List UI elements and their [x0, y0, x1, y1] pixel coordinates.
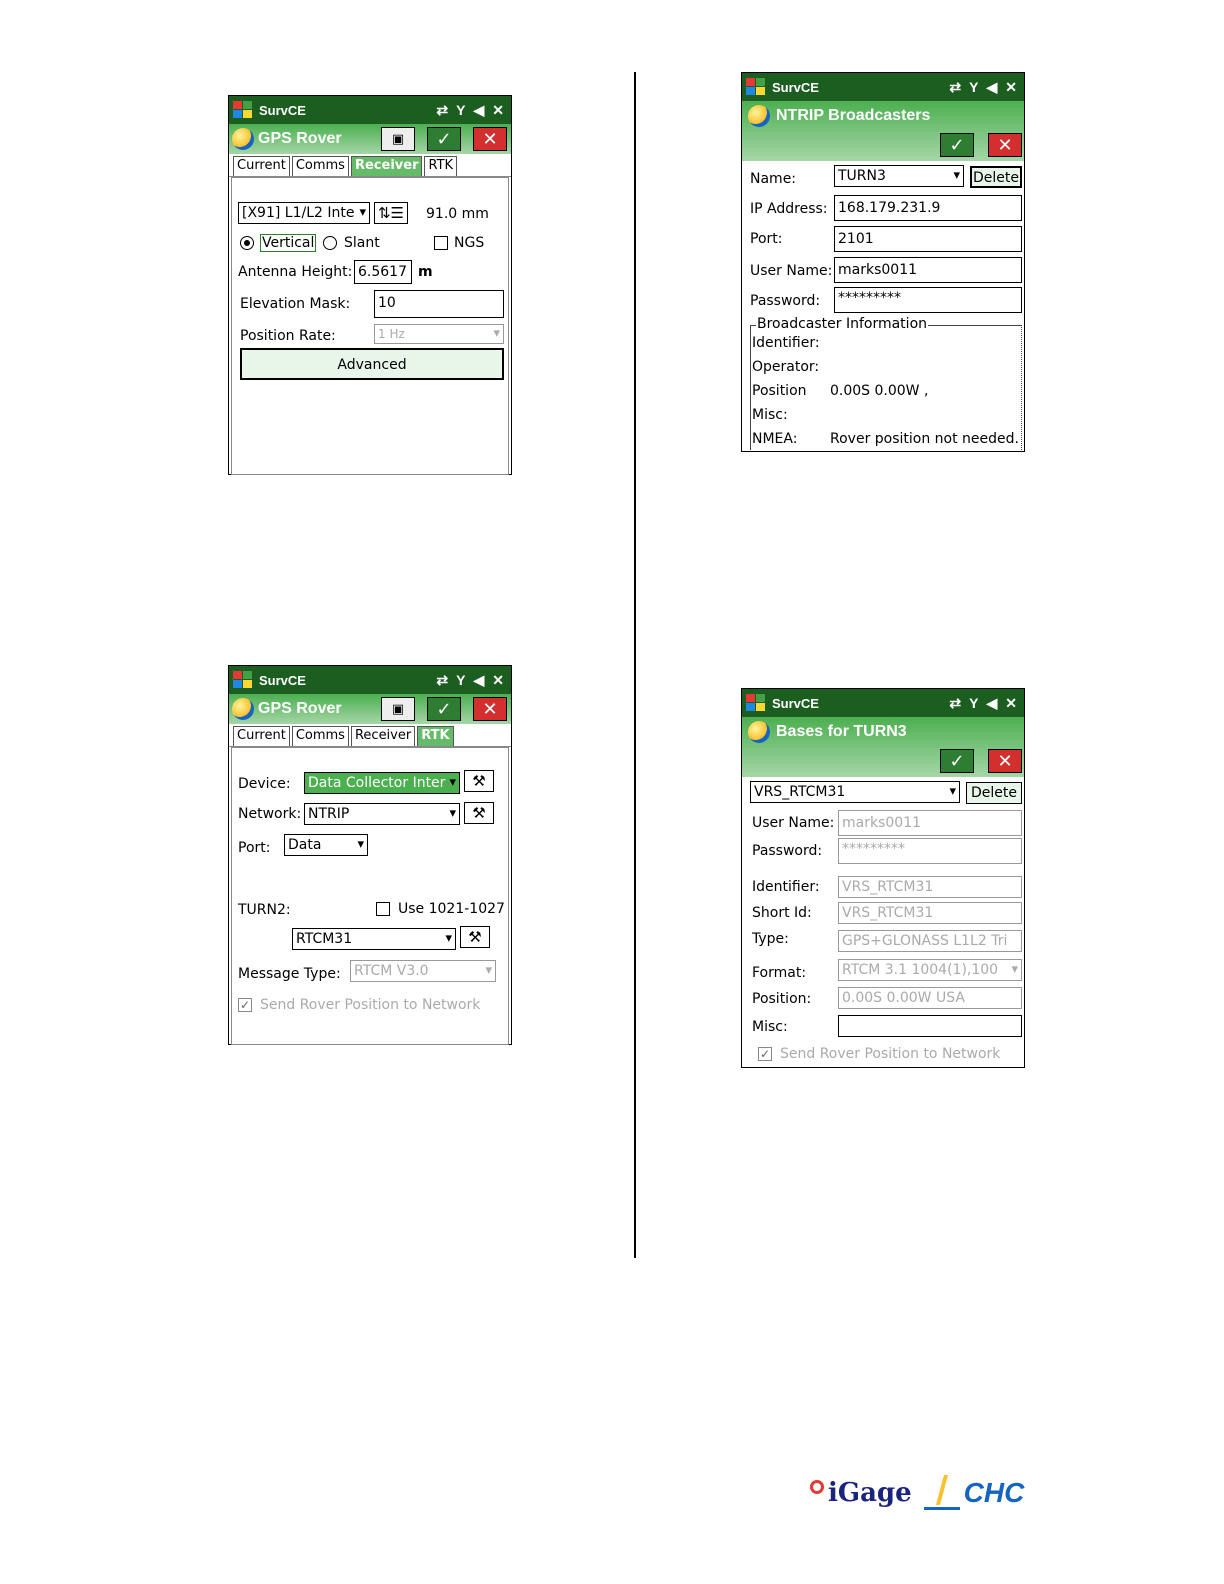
windows-start-icon[interactable]	[233, 671, 253, 689]
app-title: SurvCE	[259, 102, 306, 118]
ok-button[interactable]: ✓	[940, 133, 974, 157]
port-select[interactable]: Data ▾	[284, 834, 368, 856]
password-input[interactable]: *********	[838, 838, 1022, 864]
tab-bar	[229, 154, 511, 177]
window-title: NTRIP Broadcasters	[776, 107, 931, 124]
tab-rtk[interactable]: RTK	[417, 726, 453, 746]
volume-icon[interactable]: ◀	[986, 694, 998, 711]
window-header	[229, 124, 511, 154]
chc-logo: CHC	[924, 1477, 1025, 1509]
use-1021-1027-checkbox[interactable]	[376, 902, 390, 916]
user-name-label: User Name:	[752, 815, 835, 831]
message-type-select[interactable]: RTCM V3.0 ▾	[350, 960, 496, 982]
form-content	[742, 161, 1024, 451]
ngs-label: NGS	[454, 235, 485, 251]
base-select[interactable]: VRS_RTCM31 ▾	[750, 781, 960, 803]
send-rover-position-checkbox[interactable]: ✓	[239, 998, 251, 1012]
name-select[interactable]: TURN3 ▾	[834, 165, 964, 187]
close-icon[interactable]: ✕	[1005, 78, 1017, 95]
format-label: Format:	[752, 965, 807, 981]
signal-icon[interactable]: Y	[969, 79, 979, 95]
password-label: Password:	[752, 843, 823, 859]
name-label: Name:	[750, 171, 797, 187]
signal-icon[interactable]: Y	[969, 695, 979, 711]
title-bar	[742, 73, 1024, 101]
close-icon[interactable]: ✕	[1005, 694, 1017, 711]
misc-label: Misc:	[752, 407, 788, 423]
rtcm-select[interactable]: RTCM31 ▾	[292, 928, 456, 950]
window-title: GPS Rover	[258, 700, 342, 717]
window-header	[742, 101, 1024, 161]
close-icon[interactable]: ✕	[492, 671, 504, 688]
receiver-utility-button[interactable]: ▣	[381, 697, 415, 721]
device-select[interactable]: Data Collector Inter ▾	[304, 772, 460, 794]
nmea-label: NMEA:	[752, 431, 798, 447]
ip-address-input[interactable]: 168.179.231.9	[834, 195, 1022, 221]
bases-window	[741, 688, 1025, 1068]
message-type-label: Message Type:	[238, 966, 341, 982]
identifier-input[interactable]: VRS_RTCM31	[838, 876, 1022, 898]
satellite-globe-icon	[232, 698, 254, 720]
windows-start-icon[interactable]	[746, 78, 766, 96]
tab-comms[interactable]: Comms	[292, 726, 349, 746]
page-divider	[634, 72, 636, 1258]
network-config-wrench-icon[interactable]: ⚒	[464, 802, 494, 824]
device-label: Device:	[238, 776, 291, 792]
elevation-mask-label: Elevation Mask:	[240, 296, 351, 312]
slant-radio[interactable]	[323, 236, 337, 250]
signal-icon[interactable]: Y	[456, 102, 466, 118]
footer-logos	[810, 1470, 1025, 1516]
form-content	[742, 777, 1024, 1067]
vertical-label: Vertical	[262, 235, 315, 251]
satellite-globe-icon	[748, 721, 770, 743]
use-1021-1027-label: Use 1021-1027	[398, 901, 505, 917]
position-rate-select[interactable]: 1 Hz ▾	[374, 324, 504, 344]
port-input[interactable]: 2101	[834, 226, 1022, 252]
ngs-checkbox[interactable]	[434, 236, 448, 250]
device-config-wrench-icon[interactable]: ⚒	[464, 770, 494, 792]
rtcm-config-wrench-icon[interactable]: ⚒	[460, 926, 490, 948]
slant-label: Slant	[344, 235, 380, 251]
format-select[interactable]: RTCM 3.1 1004(1),100 ▾	[838, 959, 1022, 981]
vertical-radio[interactable]	[240, 236, 254, 250]
tab-receiver[interactable]: Receiver	[351, 156, 423, 176]
connectivity-icon[interactable]: ⇄	[436, 671, 449, 688]
delete-button[interactable]: Delete	[970, 166, 1022, 188]
ip-address-label: IP Address:	[750, 201, 828, 217]
antenna-type-select[interactable]: [X91] L1/L2 Inte ▾	[238, 202, 370, 224]
connectivity-icon[interactable]: ⇄	[949, 694, 962, 711]
nmea-value: Rover position not needed.	[830, 431, 1019, 447]
connectivity-icon[interactable]: ⇄	[436, 101, 449, 118]
identifier-label: Identifier:	[752, 335, 820, 351]
user-name-input[interactable]: marks0011	[838, 810, 1022, 836]
app-title: SurvCE	[772, 79, 819, 95]
antenna-height-label: Antenna Height:	[238, 264, 353, 280]
advanced-button[interactable]: Advanced	[240, 348, 504, 380]
antenna-height-icon[interactable]: ⇅☰	[374, 202, 408, 224]
short-id-label: Short Id:	[752, 905, 812, 921]
gps-rover-receiver-window	[228, 95, 512, 475]
turn-label: TURN2:	[238, 902, 291, 918]
antenna-offset-value: 91.0 mm	[426, 206, 489, 222]
ntrip-broadcasters-window	[741, 72, 1025, 452]
ok-button[interactable]: ✓	[427, 697, 461, 721]
app-title: SurvCE	[259, 672, 306, 688]
user-name-input[interactable]: marks0011	[834, 257, 1022, 283]
elevation-mask-input[interactable]: 10	[374, 290, 504, 318]
port-label: Port:	[238, 840, 271, 856]
ok-button[interactable]: ✓	[940, 749, 974, 773]
window-header	[229, 694, 511, 724]
cancel-button[interactable]: ✕	[473, 127, 507, 151]
connectivity-icon[interactable]: ⇄	[949, 78, 962, 95]
receiver-utility-button[interactable]: ▣	[381, 127, 415, 151]
tab-bar	[229, 724, 511, 747]
user-name-label: User Name:	[750, 263, 833, 279]
tab-comms[interactable]: Comms	[292, 156, 349, 176]
tab-current[interactable]: Current	[233, 726, 290, 746]
tab-rtk[interactable]: RTK	[424, 156, 457, 176]
identifier-label: Identifier:	[752, 879, 820, 895]
windows-start-icon[interactable]	[233, 101, 253, 119]
location-pin-icon	[810, 1480, 824, 1494]
password-input[interactable]: *********	[834, 287, 1022, 313]
password-label: Password:	[750, 293, 821, 309]
cancel-button[interactable]: ✕	[473, 697, 507, 721]
igage-logo: iGage	[810, 1478, 912, 1508]
signal-icon[interactable]: Y	[456, 672, 466, 688]
position-rate-label: Position Rate:	[240, 328, 336, 344]
port-label: Port:	[750, 231, 783, 247]
position-value: 0.00S 0.00W ,	[830, 383, 929, 399]
position-input[interactable]: 0.00S 0.00W USA	[838, 987, 1022, 1009]
send-rover-position-label: Send Rover Position to Network	[780, 1046, 1001, 1062]
volume-icon[interactable]: ◀	[986, 78, 998, 95]
ok-button[interactable]: ✓	[427, 127, 461, 151]
position-label: Position	[752, 383, 807, 399]
misc-label: Misc:	[752, 1019, 788, 1035]
tab-content	[231, 177, 509, 475]
misc-input[interactable]	[838, 1015, 1022, 1037]
volume-icon[interactable]: ◀	[473, 671, 485, 688]
delete-button[interactable]: Delete	[966, 782, 1022, 804]
tab-receiver[interactable]: Receiver	[351, 726, 415, 746]
tab-current[interactable]: Current	[233, 156, 290, 176]
gps-rover-rtk-window	[228, 665, 512, 1045]
title-bar	[229, 96, 511, 124]
app-title: SurvCE	[772, 695, 819, 711]
satellite-globe-icon	[232, 128, 254, 150]
title-bar	[742, 689, 1024, 717]
network-label: Network:	[238, 806, 302, 822]
broadcaster-info-title: Broadcaster Information	[757, 316, 928, 332]
send-rover-position-checkbox[interactable]: ✓	[759, 1047, 771, 1061]
window-title: Bases for TURN3	[776, 723, 907, 740]
position-label: Position:	[752, 991, 812, 1007]
cancel-button[interactable]: ✕	[988, 133, 1022, 157]
volume-icon[interactable]: ◀	[473, 101, 485, 118]
antenna-height-unit: m	[418, 264, 433, 280]
title-bar	[229, 666, 511, 694]
windows-start-icon[interactable]	[746, 694, 766, 712]
operator-label: Operator:	[752, 359, 820, 375]
window-header	[742, 717, 1024, 777]
cancel-button[interactable]: ✕	[988, 749, 1022, 773]
antenna-height-input[interactable]: 6.5617	[354, 260, 412, 284]
tab-content	[231, 747, 509, 1045]
short-id-input[interactable]: VRS_RTCM31	[838, 902, 1022, 924]
close-icon[interactable]: ✕	[492, 101, 504, 118]
window-title: GPS Rover	[258, 130, 342, 147]
network-select[interactable]: NTRIP ▾	[304, 803, 460, 825]
send-rover-position-label: Send Rover Position to Network	[260, 997, 481, 1013]
type-input[interactable]: GPS+GLONASS L1L2 Tri	[838, 930, 1022, 952]
satellite-globe-icon	[748, 105, 770, 127]
type-label: Type:	[752, 931, 789, 947]
chc-symbol-icon	[924, 1481, 960, 1510]
